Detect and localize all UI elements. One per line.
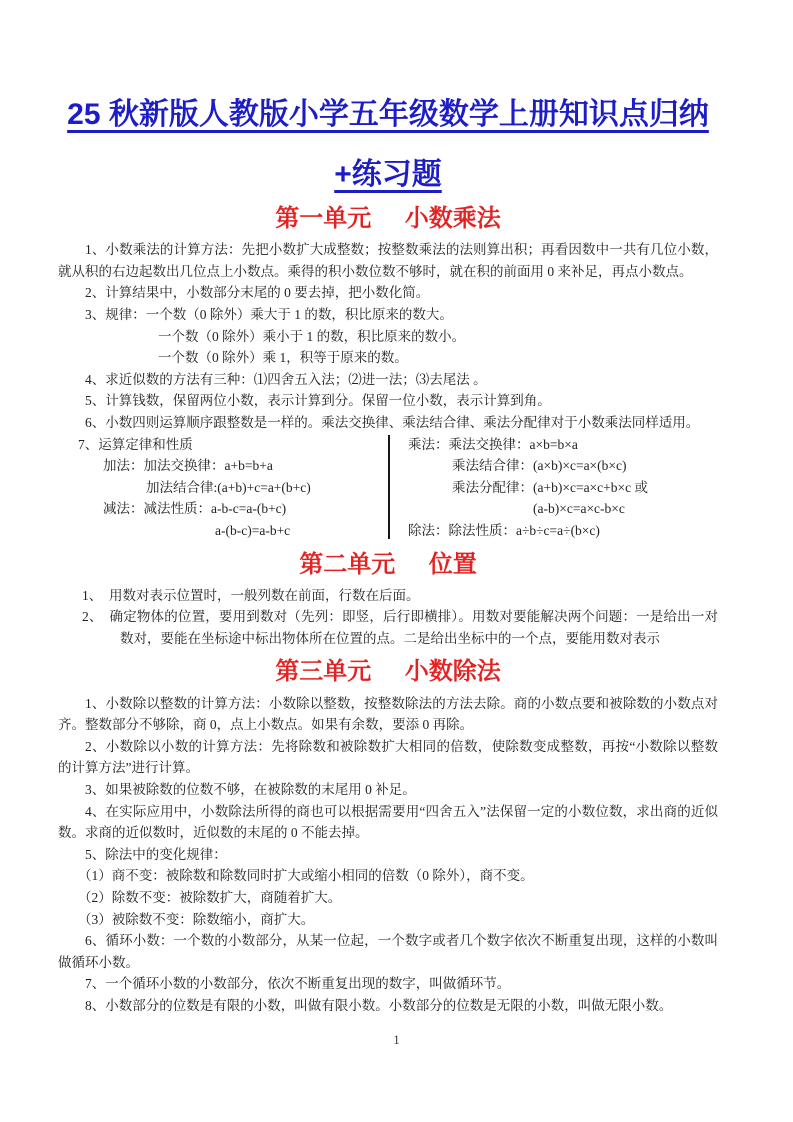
unit1-point-5: 5、计算钱数，保留两位小数，表示计算到分。保留一位小数，表示计算到角。: [85, 393, 551, 409]
unit3-point-5-sub-3: （3）被除数不变：除数缩小，商扩大。: [78, 911, 315, 927]
unit3-heading: [58, 656, 718, 687]
law-line-left-5: a-(b-c)=a-b+c: [215, 522, 291, 538]
unit3-point-5: 5、除法中的变化规律：: [85, 846, 227, 862]
unit1-point-3-sub-1: 一个数（0 除外）乘小于 1 的数，积比原来的数小。: [158, 328, 466, 344]
law-line-right-2: 乘法结合律：(a×b)×c=a×(b×c): [452, 458, 627, 474]
unit3-point-5-sub-2: （2）除数不变：被除数扩大，商随着扩大。: [78, 890, 342, 905]
unit1-heading: [58, 203, 718, 234]
law-line-left-1: 7、运算定律和性质: [78, 436, 193, 452]
page-number: 1: [393, 1033, 400, 1047]
laws-right-column: [408, 434, 718, 542]
unit3-point-5-sub-1: （1）商不变：被除数和除数同时扩大或缩小相同的倍数（0 除外），商不变。: [78, 868, 534, 884]
unit3-point-1: 1、小数除以整数的计算方法：小数除以整数，按整数除法的方法去除。商的小数点要和被除数的小数点对齐。整数部分不够除，商 0，点上小数点。如果有余数，要添 0 再除。: [58, 695, 718, 733]
law-line-right-5: 除法：除法性质：a÷b÷c=a÷(b×c): [408, 522, 600, 538]
unit2-item-1: 1、 用数对表示位置时，一般列数在前面，行数在后面。: [82, 587, 420, 603]
unit3-point-3: 3、如果被除数的位数不够，在被除数的末尾用 0 补足。: [85, 782, 416, 798]
unit1-point-2: 2、计算结果中，小数部分末尾的 0 要去掉，把小数化简。: [85, 285, 430, 301]
law-line-left-2: 加法：加法交换律：a+b=b+a: [103, 458, 273, 474]
unit1-point-3-sub-2: 一个数（0 除外）乘 1，积等于原来的数。: [158, 350, 408, 366]
unit3-point-8: 8、小数部分的位数是有限的小数，叫做有限小数。小数部分的位数是无限的小数，叫做无限小数。: [85, 997, 673, 1013]
unit3-point-2: 2、小数除以小数的计算方法：先将除数和被除数扩大相同的倍数，使除数变成整数，再按“小数除以整数的计算方法”进行计算。: [58, 738, 718, 776]
law-line-right-4: (a-b)×c=a×c-b×c: [533, 501, 625, 517]
document-title-line1: [58, 96, 718, 134]
laws-left-column: [58, 434, 388, 542]
unit1-point-1: 1、小数乘法的计算方法：先把小数扩大成整数；按整数乘法的法则算出积；再看因数中一共有几位小数，就从积的右边起数出几位点上小数点。乘得的积小数位数不够时，就在积的前面用 0 来补足，再点小数点。: [58, 242, 718, 279]
unit3-heading-title: 小数除法: [404, 658, 501, 686]
unit3-point-6: 6、循环小数：一个数的小数部分，从某一位起，一个数字或者几个数字依次不断重复出现，这样的小数叫做循环小数。: [58, 933, 718, 970]
unit1-point-3: 3、规律：一个数（0 除外）乘大于 1 的数，积比原来的数大。: [85, 306, 453, 322]
unit2-item-2: 2、 确定物体的位置，要用到数对（先列：即竖，后行即横排）。用数对要能解决两个问题：一是给出一对数对，要能在坐标途中标出物体所在位置的点。二是给出坐标中的一个点，要能用数对表示: [82, 609, 718, 646]
unit1-point-4: 4、求近似数的方法有三种：⑴四舍五入法；⑵进一法；⑶去尾法 。: [85, 371, 487, 387]
document-title-line2-text: +练习题: [334, 157, 442, 191]
unit1-heading-label: 第一单元: [275, 205, 372, 232]
unit2-heading-label: 第二单元: [299, 550, 396, 578]
document-title-line1-text: 25 秋新版人教版小学五年级数学上册知识点归纳: [67, 98, 709, 131]
unit1-heading-title: 小数乘法: [404, 205, 501, 232]
unit3-point-7: 7、一个循环小数的小数部分，依次不断重复出现的数字，叫做循环节。: [85, 976, 511, 992]
unit3-heading-label: 第三单元: [275, 658, 372, 686]
unit3-point-4: 4、在实际应用中，小数除法所得的商也可以根据需要用“四舍五入”法保留一定的小数位数，求出商的近似数。求商的近似数时，近似数的末尾的 0 不能去掉。: [58, 803, 718, 841]
document-title-line2: [58, 156, 718, 194]
law-line-right-1: 乘法：乘法交换律：a×b=b×a: [408, 436, 578, 452]
unit2-heading-title: 位置: [428, 550, 477, 578]
operation-laws-block: [58, 434, 718, 542]
law-line-left-3: 加法结合律:(a+b)+c=a+(b+c): [146, 479, 311, 495]
law-line-right-3: 乘法分配律：(a+b)×c=a×c+b×c 或: [452, 479, 649, 495]
column-divider-line: [388, 435, 390, 539]
unit2-heading: [58, 549, 718, 580]
law-line-left-4: 减法：减法性质：a-b-c=a-(b+c): [103, 501, 287, 517]
unit1-point-6: 6、小数四则运算顺序跟整数是一样的。乘法交换律、乘法结合律、乘法分配律对于小数乘法同样适用。: [85, 414, 700, 430]
